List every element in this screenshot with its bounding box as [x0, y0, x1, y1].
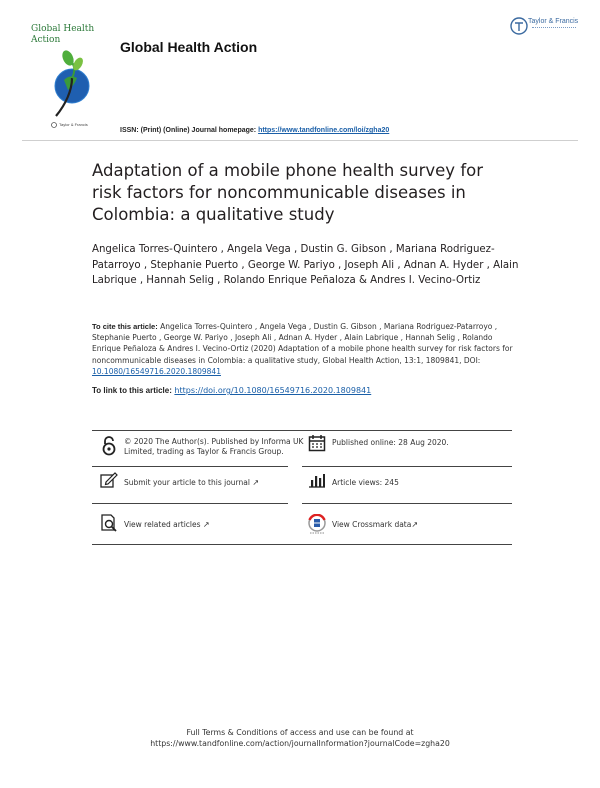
published-date: Published online: 28 Aug 2020.	[332, 438, 449, 447]
publisher-logo-underline	[532, 27, 576, 28]
external-link-icon: ↗	[202, 520, 210, 529]
cover-title: Global Health Action	[31, 24, 95, 45]
journal-cover	[28, 20, 100, 120]
info-box-rule	[92, 503, 288, 504]
edit-icon	[100, 472, 118, 488]
related-articles-label: View related articles	[124, 520, 201, 529]
submit-article-label: Submit your article to this journal	[124, 478, 250, 487]
crossmark-link[interactable]	[332, 520, 418, 530]
bar-chart-icon	[308, 472, 326, 488]
footer-terms-text: Full Terms & Conditions of access and use can be found at	[186, 728, 414, 737]
journal-name: Global Health Action	[120, 39, 258, 55]
publisher-logo	[510, 16, 582, 40]
info-box-rule	[302, 466, 512, 467]
citation-doi-link[interactable]: 10.1080/16549716.2020.1809841	[92, 366, 221, 376]
external-link-icon: ↗	[252, 478, 260, 487]
external-link-icon: ↗	[411, 520, 419, 529]
article-views: Article views: 245	[332, 478, 399, 487]
info-box-rule	[92, 466, 288, 467]
open-access-icon	[100, 436, 118, 456]
small-publisher-logo	[50, 122, 88, 128]
citation-text: Angelica Torres-Quintero , Angela Vega , Dustin G. Gibson , Mariana Rodriguez-Patarroyo , Stephanie Puerto , George W. Pariyo , Joseph Ali , Adnan A. Hyder , Alain Labrique , Hannah Selig , Rolando Enrique Peñaloza & Andres I. Vecino-Ortiz (2020) Adaptation of a mobile phone health survey for risk factors for noncommunicable diseases in Colombia: a qualitative study, Global Health Action, 13:1, 1809841, DOI:	[92, 322, 513, 365]
crossmark-icon	[308, 514, 326, 534]
crossmark-label: View Crossmark data	[332, 520, 412, 529]
info-box-top-rule	[92, 430, 512, 431]
journal-homepage-link[interactable]: https://www.tandfonline.com/loi/zgha20	[258, 127, 390, 134]
issn-label: ISSN: (Print) (Online) Journal homepage:	[120, 127, 257, 134]
article-link-line	[92, 386, 371, 395]
small-publisher-icon	[50, 122, 58, 128]
publisher-logo-text: Taylor & Francis	[528, 18, 579, 25]
license-text: © 2020 The Author(s). Published by Informa UK Limited, trading as Taylor & Francis Group.	[124, 437, 304, 456]
calendar-icon	[308, 434, 326, 452]
footer-terms-link[interactable]: https://www.tandfonline.com/action/journalInformation?journalCode=zgha20	[150, 739, 450, 748]
small-logo-text: Taylor & Francis	[59, 122, 88, 128]
article-doi-link[interactable]: https://doi.org/10.1080/16549716.2020.1809841	[174, 386, 372, 395]
citation-label: To cite this article:	[92, 322, 158, 331]
publisher-emblem-icon	[510, 16, 528, 36]
link-label: To link to this article:	[92, 386, 172, 395]
info-box-rule	[302, 503, 512, 504]
article-authors: Angelica Torres-Quintero , Angela Vega , Dustin G. Gibson , Mariana Rodriguez-Patarroyo , Stephanie Puerto , George W. Pariyo , Joseph Ali , Adnan A. Hyder , Alain Labrique , Hannah Selig , Rolando Enrique Peñaloza & Andres I. Vecino-Ortiz	[92, 244, 519, 286]
article-title: Adaptation of a mobile phone health survey for risk factors for noncommunicable diseases in Colombia: a qualitative study	[92, 161, 484, 224]
footer	[0, 727, 600, 749]
related-articles-icon	[100, 514, 118, 532]
submit-article-link[interactable]	[124, 478, 259, 488]
info-box-bottom-rule	[92, 544, 512, 545]
header-divider	[22, 140, 578, 141]
issn-line	[120, 127, 389, 134]
citation-block	[92, 321, 522, 377]
related-articles-link[interactable]	[124, 520, 210, 530]
